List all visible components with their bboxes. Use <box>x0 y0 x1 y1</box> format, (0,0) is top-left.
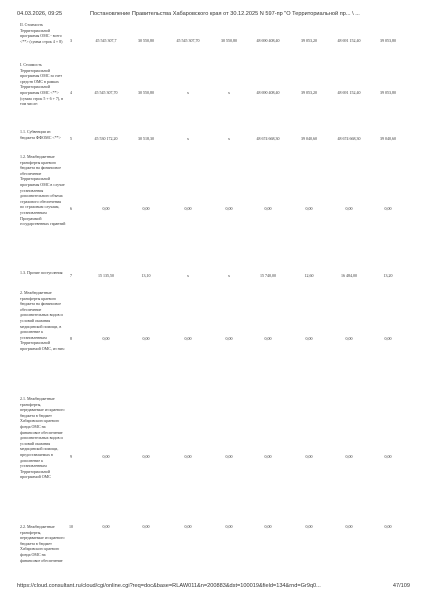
row-number: 6 <box>70 206 72 211</box>
table-row <box>18 522 410 578</box>
value-cell: х <box>228 136 230 141</box>
table-row <box>18 268 410 286</box>
value-cell: 0,00 <box>102 206 110 211</box>
row-number: 8 <box>70 336 72 341</box>
value-cell: 0,00 <box>345 454 353 459</box>
value-cell: 39 053,20 <box>301 90 317 95</box>
row-number: 3 <box>70 38 72 43</box>
table-row <box>18 60 410 128</box>
value-cell: 0,00 <box>142 454 150 459</box>
value-cell: 48 690 408,40 <box>256 90 280 95</box>
value-cell: 30 550,80 <box>138 90 154 95</box>
value-cell: 0,00 <box>384 206 392 211</box>
page-header <box>0 0 424 20</box>
value-cell: 45 530 172,20 <box>94 136 118 141</box>
value-cell: 48 691 152,40 <box>337 90 361 95</box>
source-url[interactable]: https://cloud.consultant.ru/cloud/cgi/online.cgi?req=doc&base=RLAW011&n=200883&dst=100019&field=134&rnd=Gr9q0... <box>17 583 321 589</box>
value-cell: 39 040,60 <box>301 136 317 141</box>
value-cell: 39 053,20 <box>301 38 317 43</box>
row-name: II. Стоимость Территориальной программы ОМС - всего <**> (сумма строк 4 + 8) <box>20 22 63 44</box>
table-row <box>18 127 410 151</box>
value-cell: 48 691 152,40 <box>337 38 361 43</box>
value-cell: 48 674 668,30 <box>256 136 280 141</box>
table-row <box>18 394 410 522</box>
row-number: 9 <box>70 454 72 459</box>
value-cell: 45 545 307,7 <box>95 38 117 43</box>
value-cell: 0,00 <box>184 524 192 529</box>
value-cell: 0,00 <box>184 336 192 341</box>
row-number: 7 <box>70 273 72 278</box>
value-cell: 12,60 <box>304 273 314 278</box>
value-cell: х <box>187 90 189 95</box>
value-cell: 15 740,00 <box>260 273 276 278</box>
value-cell: 0,00 <box>384 454 392 459</box>
value-cell: 39 040,60 <box>380 136 396 141</box>
value-cell: 0,00 <box>345 206 353 211</box>
value-cell: 0,00 <box>184 454 192 459</box>
value-cell: 45 545 307,70 <box>176 38 200 43</box>
value-cell: 0,00 <box>102 336 110 341</box>
value-cell: 0,00 <box>384 524 392 529</box>
value-cell: 0,00 <box>142 524 150 529</box>
row-name: 2. Межбюджетные трансферты краевого бюджета на финансовое обеспечение дополнительных видов и условий оказания медицинской помощи, в дополнение к установленным Территориальной программой ОМС, из них: <box>20 290 65 351</box>
value-cell: х <box>228 90 230 95</box>
row-number: 5 <box>70 136 72 141</box>
value-cell: 30 518,30 <box>138 136 154 141</box>
row-name: 1.1. Субвенции из бюджета ФФОМС <**> <box>20 129 61 140</box>
value-cell: 0,00 <box>102 524 110 529</box>
value-cell: 0,00 <box>264 454 272 459</box>
page-counter: 47/109 <box>392 583 410 589</box>
value-cell: 45 545 307,70 <box>94 90 118 95</box>
value-cell: 0,00 <box>345 524 353 529</box>
value-cell: 0,00 <box>305 454 313 459</box>
value-cell: 0,00 <box>225 336 233 341</box>
document-title: Постановление Правительства Хабаровского края от 30.12.2025 N 597-пр "О Территориальной пр... \ ... <box>90 11 360 17</box>
value-cell: 48 674 668,30 <box>337 136 361 141</box>
value-cell: 39 053,80 <box>380 90 396 95</box>
table-row <box>18 288 410 392</box>
value-cell: 0,00 <box>225 524 233 529</box>
value-cell: 13,10 <box>141 273 151 278</box>
value-cell: 0,00 <box>142 206 150 211</box>
value-cell: 0,00 <box>384 336 392 341</box>
value-cell: 39 053,80 <box>380 38 396 43</box>
table-row <box>18 20 410 58</box>
page-footer <box>0 578 424 600</box>
value-cell: 0,00 <box>225 206 233 211</box>
row-name: 1.2. Межбюджетные трансферты краевого бюджета на финансовое обеспечение Территориальной программы ОМС в случае установления дополнительного объема страхового обеспечения по страховым случаям, установленным Программой государственных гарантий <box>20 154 66 227</box>
value-cell: 13,20 <box>383 273 393 278</box>
value-cell: 0,00 <box>305 524 313 529</box>
row-name: I. Стоимость Территориальной программы ОМС за счет средств ОМС в рамках Территориальной программы ОМС <**> (сумма строк 5 + 6 + 7), в том числе: <box>20 62 64 107</box>
value-cell: 30 550,80 <box>138 38 154 43</box>
value-cell: х <box>228 273 230 278</box>
value-cell: 0,00 <box>264 524 272 529</box>
row-name: 1.3. Прочие поступления <box>20 270 63 275</box>
print-date: 04.03.2026, 09:25 <box>17 11 63 17</box>
value-cell: 0,00 <box>305 206 313 211</box>
value-cell: 0,00 <box>305 336 313 341</box>
value-cell: 48 690 408,40 <box>256 38 280 43</box>
row-number: 10 <box>69 524 73 529</box>
value-cell: 16 484,00 <box>341 273 357 278</box>
value-cell: х <box>187 273 189 278</box>
table-row <box>18 152 410 270</box>
value-cell: 0,00 <box>264 336 272 341</box>
value-cell: 30 550,80 <box>221 38 237 43</box>
value-cell: 0,00 <box>184 206 192 211</box>
row-name: 2.1. Межбюджетные трансферты, передаваемые из краевого бюджета в бюджет Хабаровского краевого фонда ОМС на финансовое обеспечение дополнительных видов и условий оказания медицинской помощи, предоставляемых в дополнение к установленным Территориальной программой ОМС <box>20 396 65 480</box>
value-cell: 0,00 <box>102 454 110 459</box>
value-cell: 15 135,50 <box>98 273 114 278</box>
value-cell: х <box>187 136 189 141</box>
row-number: 4 <box>70 90 72 95</box>
value-cell: 0,00 <box>345 336 353 341</box>
value-cell: 0,00 <box>225 454 233 459</box>
row-name: 2.2. Межбюджетные трансферты, передаваемые из краевого бюджета в бюджет Хабаровского краевого фонда ОМС на финансовое обеспечение <box>20 524 65 563</box>
value-cell: 0,00 <box>264 206 272 211</box>
value-cell: 0,00 <box>142 336 150 341</box>
